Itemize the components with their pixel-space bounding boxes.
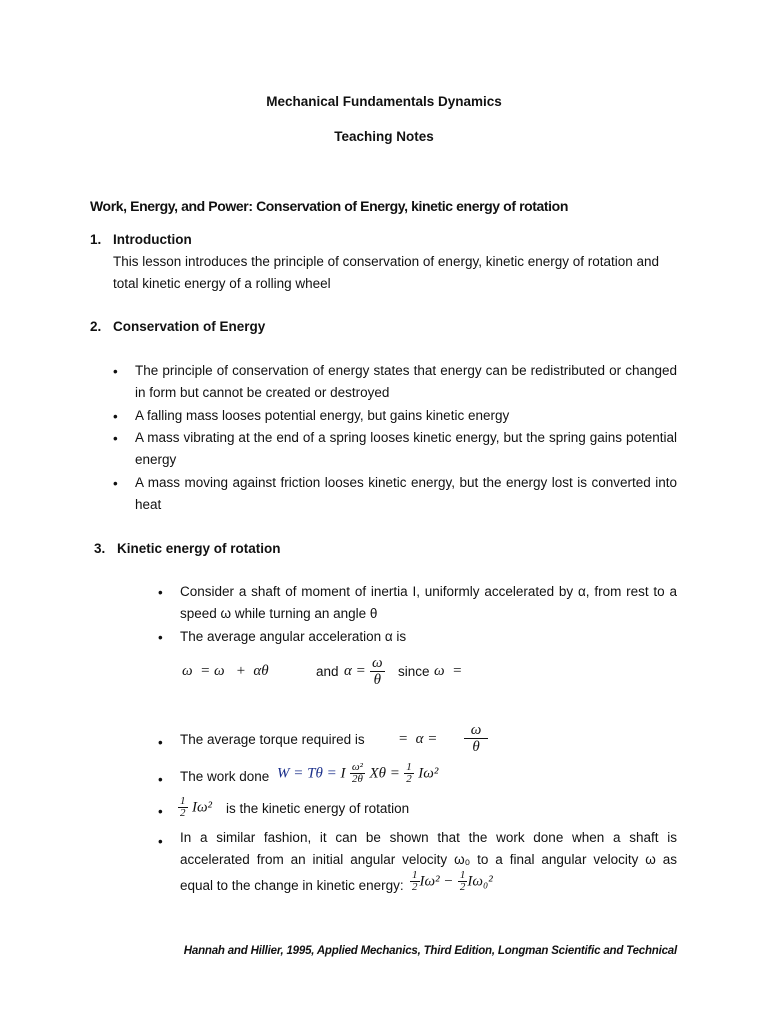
equation-part: Xθ = [369,765,400,782]
bullet-icon: • [158,585,163,600]
section-1-text-line1: This lesson introduces the principle of conservation of energy, kinetic energy of rotation and [113,254,660,269]
equation-part: W = Tθ = [277,765,341,782]
fraction-denominator: θ [472,739,480,755]
bullet-icon: • [113,476,118,491]
section-1-text-line2: total kinetic energy of a rolling wheel [113,276,331,291]
equation-since-label: since [398,664,430,679]
section-2-number: 2. [90,319,102,334]
equation-torque: = α = [398,731,438,747]
document-title: Mechanical Fundamentals Dynamics [266,94,502,109]
section-2-bullet-3: A mass vibrating at the end of a spring looses kinetic energy, but the spring gains potential energy [135,430,677,467]
fraction-numerator: ω [372,655,383,671]
bullet-icon: • [113,409,118,424]
equation-part: Iω² − [419,873,454,890]
footer-reference: Hannah and Hillier, 1995, Applied Mechanics, Third Edition, Longman Scientific and Technical [183,945,677,957]
section-3-bullet-1: Consider a shaft of moment of inertia I, uniformly accelerated by α, from rest to a speed ω while turning an angle θ [180,584,677,621]
section-3-bullet-6-line1: In a similar fashion, it can be shown that the work done when a shaft is [180,830,677,845]
bullet-icon: • [113,431,118,446]
section-3-bullet-2: The average angular acceleration α is [180,629,407,644]
fraction-denominator: 2 [459,881,466,893]
equation-and-label: and [316,664,339,679]
equation-part: Iω² [418,765,439,782]
section-3-number: 3. [94,541,106,556]
section-3-bullet-6-line3: equal to the change in kinetic energy: [180,878,404,893]
fraction-numerator: 1 [180,795,186,807]
equation-fraction [350,762,365,785]
fraction-numerator: ω² [351,761,363,773]
fraction-numerator: 1 [412,869,418,881]
equation-part: Iω₀² [467,873,493,890]
section-3-bullet-6-line2: accelerated from an initial angular velocity ω₀ to a final angular velocity ω as [180,852,677,867]
fraction-denominator: θ [373,672,381,688]
fraction-numerator: 1 [459,869,466,881]
section-2-bullet-2: A falling mass looses potential energy, but gains kinetic energy [135,408,510,423]
fraction-denominator: 2θ [351,773,363,785]
bullet-icon: • [158,834,163,849]
section-2-bullet-1: The principle of conservation of energy states that energy can be redistributed or changed in form but cannot be created or destroyed [135,363,677,400]
topic-heading: Work, Energy, and Power: Conservation of Energy, kinetic energy of rotation [90,198,568,214]
bullet-icon: • [158,630,163,645]
equation-alpha-fraction [370,655,385,688]
equation-fraction [178,796,188,819]
bullet-icon: • [113,364,118,379]
bullet-icon: • [158,772,163,787]
equation-work-done [277,762,438,785]
equation-fraction [458,870,468,893]
equation-fraction [410,870,420,893]
section-2-bullet-4: A mass moving against friction looses kinetic energy, but the energy lost is converted into heat [135,475,677,512]
equation-fraction [404,762,414,785]
section-2-heading: Conservation of Energy [113,319,266,334]
equation-omega: ω = ω + αθ [182,663,269,679]
fraction-denominator: 2 [412,881,418,893]
fraction-numerator: ω [464,722,488,739]
fraction-denominator: 2 [180,807,186,819]
equation-alpha: α = [344,663,366,679]
equation-kinetic-energy-change [410,870,493,893]
bullet-icon: • [158,735,163,750]
equation-torque-fraction [464,722,488,755]
equation-since-value: ω = [434,663,463,679]
section-3-bullet-3: The average torque required is [180,732,365,747]
document-subtitle: Teaching Notes [334,129,434,144]
section-3-bullet-5: is the kinetic energy of rotation [226,801,410,816]
section-1-number: 1. [90,232,102,247]
fraction-denominator: 2 [406,773,412,785]
bullet-icon: • [158,804,163,819]
section-1-heading: Introduction [113,232,192,247]
section-3-heading: Kinetic energy of rotation [117,541,281,556]
section-3-bullet-4: The work done [180,769,270,784]
equation-kinetic-energy [178,796,212,819]
equation-part: I [340,765,346,782]
fraction-numerator: 1 [406,761,412,773]
equation-part: Iω² [191,799,213,816]
